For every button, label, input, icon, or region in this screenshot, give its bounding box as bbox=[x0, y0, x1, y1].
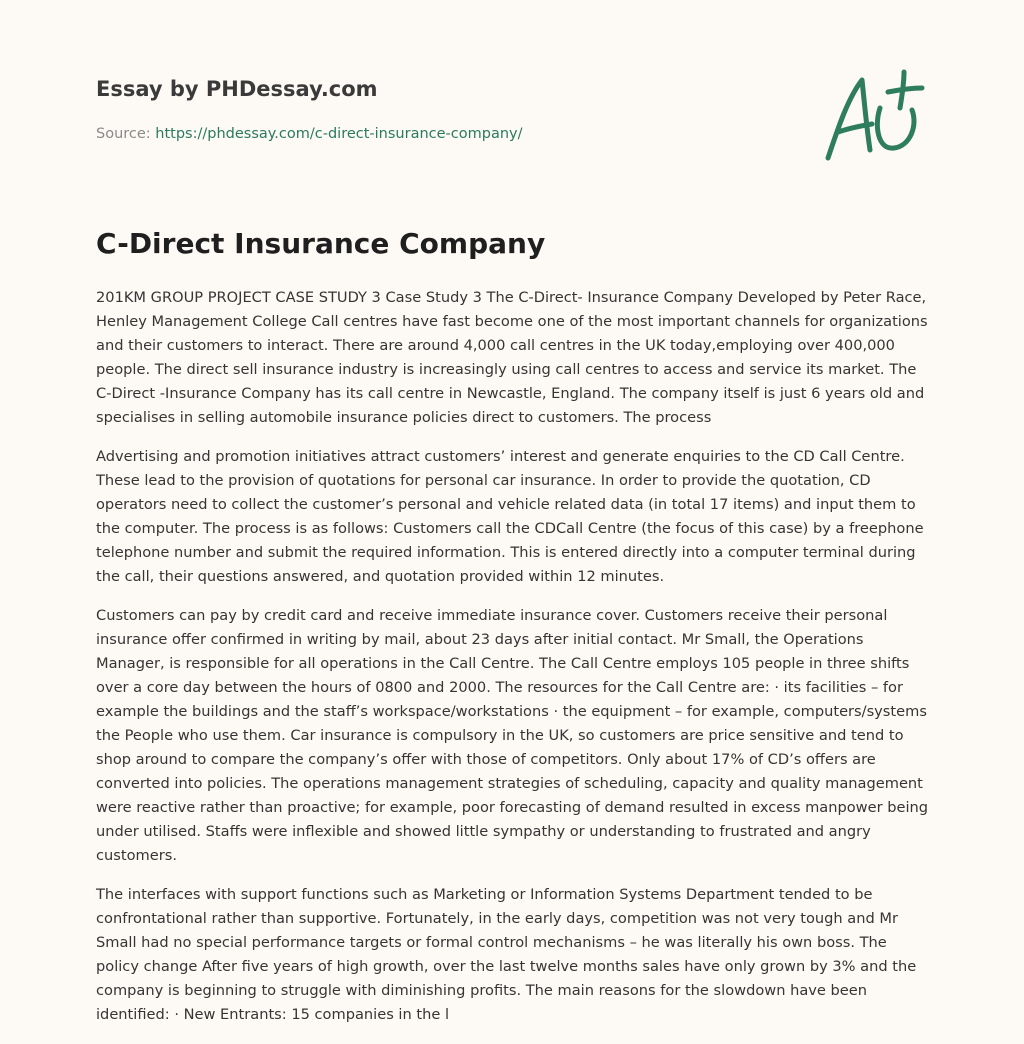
source-line bbox=[96, 124, 796, 144]
site-brand: Essay by PHDessay.com bbox=[96, 77, 378, 101]
essay-paragraph: 201KM GROUP PROJECT CASE STUDY 3 Case Study 3 The C-Direct- Insurance Company Developed by Peter Race, Henley Management College Call centres have fast become one of the most important channels for organizations and their customers to interact. There are around 4,000 call centres in the UK today,employing over 400,000 people. The direct sell insurance industry is increasingly using call centres to access and service its market. The C-Direct -Insurance Company has its call centre in Newcastle, England. The company itself is just 6 years old and specialises in selling automobile insurance policies direct to customers. The process bbox=[96, 289, 928, 426]
source-label: Source: bbox=[96, 126, 151, 142]
essay-paragraph: The interfaces with support functions such as Marketing or Information Systems Department tended to be confrontational rather than supportive. Fortunately, in the early days, competition was not very tough and Mr Small had no special performance targets or formal control mechanisms – he was literally his own boss. The policy change After five years of high growth, over the last twelve months sales have only grown by 3% and the company is beginning to struggle with diminishing profits. The main reasons for the slowdown have been identified: · New Entrants: 15 companies in the l bbox=[96, 886, 917, 1023]
page-header bbox=[96, 74, 796, 144]
essay-paragraph: Advertising and promotion initiatives attract customers’ interest and generate enquiries to the CD Call Centre. These lead to the provision of quotations for personal car insurance. In order to provide the quotation, CD operators need to collect the customer’s personal and vehicle related data (in total 17 items) and input them to the computer. The process is as follows: Customers call the CDCall Centre (the focus of this case) by a freephone telephone number and submit the required information. This is entered directly into a computer terminal during the call, their questions answered, and quotation provided within 12 minutes. bbox=[96, 448, 924, 585]
essay-title: C-Direct Insurance Company bbox=[96, 227, 546, 260]
a-plus-grade-icon bbox=[818, 68, 928, 164]
essay-body bbox=[96, 286, 934, 1042]
essay-paragraph: Customers can pay by credit card and receive immediate insurance cover. Customers receive their personal insurance offer confirmed in writing by mail, about 23 days after initial contact. Mr Small, the Operations Manager, is responsible for all operations in the Call Centre. The Call Centre employs 105 people in three shifts over a core day between the hours of 0800 and 2000. The resources for the Call Centre are: · its facilities – for example the buildings and the staff’s workspace/workstations · the equipment – for example, computers/systems the People who use them. Car insurance is compulsory in the UK, so customers are price sensitive and tend to shop around to compare the company’s offer with those of competitors. Only about 17% of CD’s offers are converted into policies. The operations management strategies of scheduling, capacity and quality management were reactive rather than proactive; for example, poor forecasting of demand resulted in excess manpower being under utilised. Staffs were inflexible and showed little sympathy or understanding to frustrated and angry customers. bbox=[96, 607, 929, 864]
source-link[interactable]: https://phdessay.com/c-direct-insurance-company/ bbox=[155, 126, 523, 142]
